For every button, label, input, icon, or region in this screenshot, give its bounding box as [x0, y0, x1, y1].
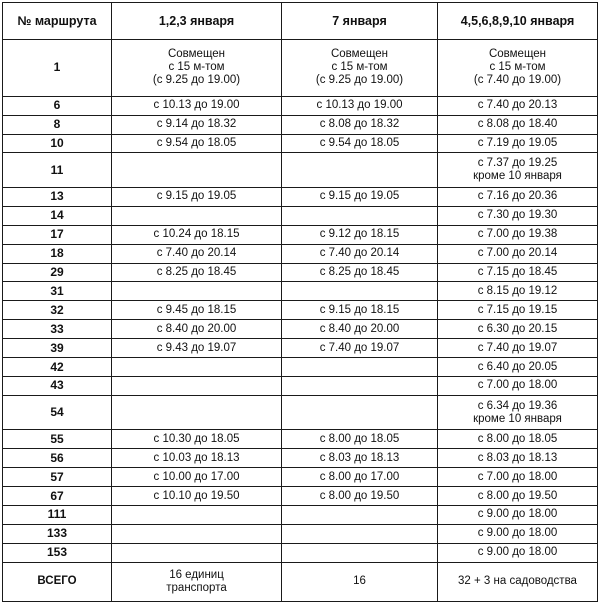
route-number: 8 [3, 115, 112, 134]
table-row [3, 244, 598, 263]
cell-jan-1-3 [112, 543, 282, 562]
cell-jan-1-3: с 9.43 до 19.07 [112, 339, 282, 358]
route-number: 33 [3, 320, 112, 339]
cell-jan-7 [282, 377, 438, 396]
route-number: 67 [3, 487, 112, 506]
table-row [3, 263, 598, 282]
cell-jan-7: с 10.13 до 19.00 [282, 96, 438, 115]
cell-jan-1-3 [112, 153, 282, 187]
cell-line: 16 единиц [169, 568, 224, 581]
route-number: 13 [3, 187, 112, 206]
cell-jan-4-10: с 6.40 до 20.05 [438, 358, 598, 377]
route-number: 32 [3, 301, 112, 320]
route-number: 43 [3, 377, 112, 396]
route-number: 56 [3, 449, 112, 468]
table-row [3, 115, 598, 134]
table-row [3, 377, 598, 396]
cell-jan-4-10: с 8.15 до 19.12 [438, 282, 598, 301]
table-row [3, 282, 598, 301]
cell-jan-7: с 9.15 до 18.15 [282, 301, 438, 320]
cell-jan-4-10: с 7.19 до 19.05 [438, 134, 598, 153]
cell-jan-4-10 [438, 395, 598, 429]
route-number: 57 [3, 468, 112, 487]
cell-jan-4-10: с 9.00 до 18.00 [438, 524, 598, 543]
header-row [3, 3, 598, 40]
cell-jan-1-3 [112, 524, 282, 543]
cell-jan-1-3: с 9.45 до 18.15 [112, 301, 282, 320]
route-number: 39 [3, 339, 112, 358]
cell-jan-1-3: с 9.15 до 19.05 [112, 187, 282, 206]
route-number: 31 [3, 282, 112, 301]
cell-jan-4-10: с 7.00 до 18.00 [438, 468, 598, 487]
cell-line: Совмещен [488, 48, 547, 61]
cell-jan-7 [282, 358, 438, 377]
cell-jan-7 [282, 524, 438, 543]
route-number: 111 [3, 506, 112, 525]
cell-line: (с 9.25 до 19.00) [152, 74, 241, 87]
table-row [3, 430, 598, 449]
cell-jan-7: с 8.00 до 18.05 [282, 430, 438, 449]
table-row [3, 134, 598, 153]
cell-jan-7 [282, 40, 438, 97]
cell-line: с 7.37 до 19.25 [477, 157, 558, 170]
cell-jan-4-10: с 7.16 до 20.36 [438, 187, 598, 206]
table-row [3, 468, 598, 487]
cell-jan-4-10: с 7.40 до 19.07 [438, 339, 598, 358]
cell-jan-1-3: с 10.10 до 19.50 [112, 487, 282, 506]
cell-jan-7 [282, 153, 438, 187]
cell-jan-1-3 [112, 358, 282, 377]
cell-jan-1-3: с 10.30 до 18.05 [112, 430, 282, 449]
route-number: 14 [3, 206, 112, 225]
header-jan-7: 7 января [282, 3, 438, 40]
total-jan-7: 16 [282, 562, 438, 601]
cell-jan-7: с 7.40 до 20.14 [282, 244, 438, 263]
route-number: 153 [3, 543, 112, 562]
table-row [3, 524, 598, 543]
cell-jan-1-3 [112, 282, 282, 301]
cell-jan-1-3: с 9.54 до 18.05 [112, 134, 282, 153]
table-row [3, 206, 598, 225]
cell-jan-7: с 9.12 до 18.15 [282, 225, 438, 244]
cell-jan-4-10: с 7.00 до 19.38 [438, 225, 598, 244]
table-row [3, 449, 598, 468]
cell-line: (с 9.25 до 19.00) [315, 74, 404, 87]
cell-jan-7: с 7.40 до 19.07 [282, 339, 438, 358]
cell-jan-4-10: с 7.00 до 18.00 [438, 377, 598, 396]
cell-jan-1-3: с 8.40 до 20.00 [112, 320, 282, 339]
cell-jan-4-10: с 7.40 до 20.13 [438, 96, 598, 115]
route-number: 55 [3, 430, 112, 449]
cell-jan-1-3: с 9.14 до 18.32 [112, 115, 282, 134]
cell-jan-1-3 [112, 395, 282, 429]
cell-jan-7: с 8.25 до 18.45 [282, 263, 438, 282]
cell-jan-7: с 8.08 до 18.32 [282, 115, 438, 134]
route-number: 1 [3, 40, 112, 97]
cell-line: кроме 10 января [473, 170, 562, 183]
cell-jan-4-10: с 7.15 до 18.45 [438, 263, 598, 282]
cell-line: с 15 м-том [489, 61, 546, 74]
cell-line: с 15 м-том [331, 61, 388, 74]
cell-jan-1-3: с 10.00 до 17.00 [112, 468, 282, 487]
route-number: 42 [3, 358, 112, 377]
cell-line: (с 7.40 до 19.00) [473, 74, 562, 87]
header-route: № маршрута [3, 3, 112, 40]
cell-jan-7 [282, 282, 438, 301]
table-row [3, 40, 598, 97]
cell-jan-4-10: с 7.15 до 19.15 [438, 301, 598, 320]
cell-jan-1-3: с 7.40 до 20.14 [112, 244, 282, 263]
table-row [3, 301, 598, 320]
cell-jan-1-3: с 10.03 до 18.13 [112, 449, 282, 468]
cell-jan-7 [282, 543, 438, 562]
route-number: 29 [3, 263, 112, 282]
table-row [3, 506, 598, 525]
cell-line: кроме 10 января [473, 412, 562, 425]
cell-jan-7 [282, 395, 438, 429]
cell-jan-4-10: с 8.03 до 18.13 [438, 449, 598, 468]
cell-jan-1-3: с 8.25 до 18.45 [112, 263, 282, 282]
cell-line: Совмещен [167, 48, 226, 61]
route-number: 6 [3, 96, 112, 115]
total-jan-4-10: 32 + 3 на садоводства [438, 562, 598, 601]
route-number: 10 [3, 134, 112, 153]
cell-jan-7: с 8.40 до 20.00 [282, 320, 438, 339]
cell-jan-1-3: с 10.13 до 19.00 [112, 96, 282, 115]
bus-schedule-table [2, 2, 598, 602]
cell-line: транспорта [166, 581, 227, 594]
table-row [3, 225, 598, 244]
cell-jan-4-10 [438, 153, 598, 187]
cell-line: с 15 м-том [168, 61, 225, 74]
cell-jan-4-10: с 6.30 до 20.15 [438, 320, 598, 339]
cell-jan-4-10: с 8.00 до 18.05 [438, 430, 598, 449]
cell-jan-4-10: с 7.30 до 19.30 [438, 206, 598, 225]
route-number: 17 [3, 225, 112, 244]
cell-jan-7 [282, 506, 438, 525]
cell-jan-7 [282, 206, 438, 225]
cell-jan-4-10: с 8.08 до 18.40 [438, 115, 598, 134]
cell-jan-1-3 [112, 506, 282, 525]
total-jan-1-3 [112, 562, 282, 601]
cell-jan-1-3: с 10.24 до 18.15 [112, 225, 282, 244]
table-row [3, 358, 598, 377]
cell-jan-1-3 [112, 206, 282, 225]
table-row [3, 339, 598, 358]
cell-jan-4-10: с 9.00 до 18.00 [438, 506, 598, 525]
table-row [3, 543, 598, 562]
table-row [3, 153, 598, 187]
cell-jan-4-10: с 9.00 до 18.00 [438, 543, 598, 562]
route-number: 54 [3, 395, 112, 429]
cell-jan-7: с 9.54 до 18.05 [282, 134, 438, 153]
table-row [3, 96, 598, 115]
header-jan-1-3: 1,2,3 января [112, 3, 282, 40]
total-row [3, 562, 598, 601]
table-row [3, 187, 598, 206]
cell-jan-4-10: с 7.00 до 20.14 [438, 244, 598, 263]
table-row [3, 395, 598, 429]
cell-jan-7: с 9.15 до 19.05 [282, 187, 438, 206]
cell-line: с 6.34 до 19.36 [477, 399, 558, 412]
cell-jan-4-10 [438, 40, 598, 97]
cell-jan-7: с 8.00 до 17.00 [282, 468, 438, 487]
cell-jan-7: с 8.03 до 18.13 [282, 449, 438, 468]
table-row [3, 487, 598, 506]
total-label: ВСЕГО [3, 562, 112, 601]
cell-jan-4-10: с 8.00 до 19.50 [438, 487, 598, 506]
cell-jan-1-3 [112, 40, 282, 97]
table-row [3, 320, 598, 339]
route-number: 133 [3, 524, 112, 543]
schedule-body [3, 40, 598, 602]
route-number: 18 [3, 244, 112, 263]
cell-line: Совмещен [330, 48, 389, 61]
header-jan-4-10: 4,5,6,8,9,10 января [438, 3, 598, 40]
cell-jan-1-3 [112, 377, 282, 396]
route-number: 11 [3, 153, 112, 187]
cell-jan-7: с 8.00 до 19.50 [282, 487, 438, 506]
